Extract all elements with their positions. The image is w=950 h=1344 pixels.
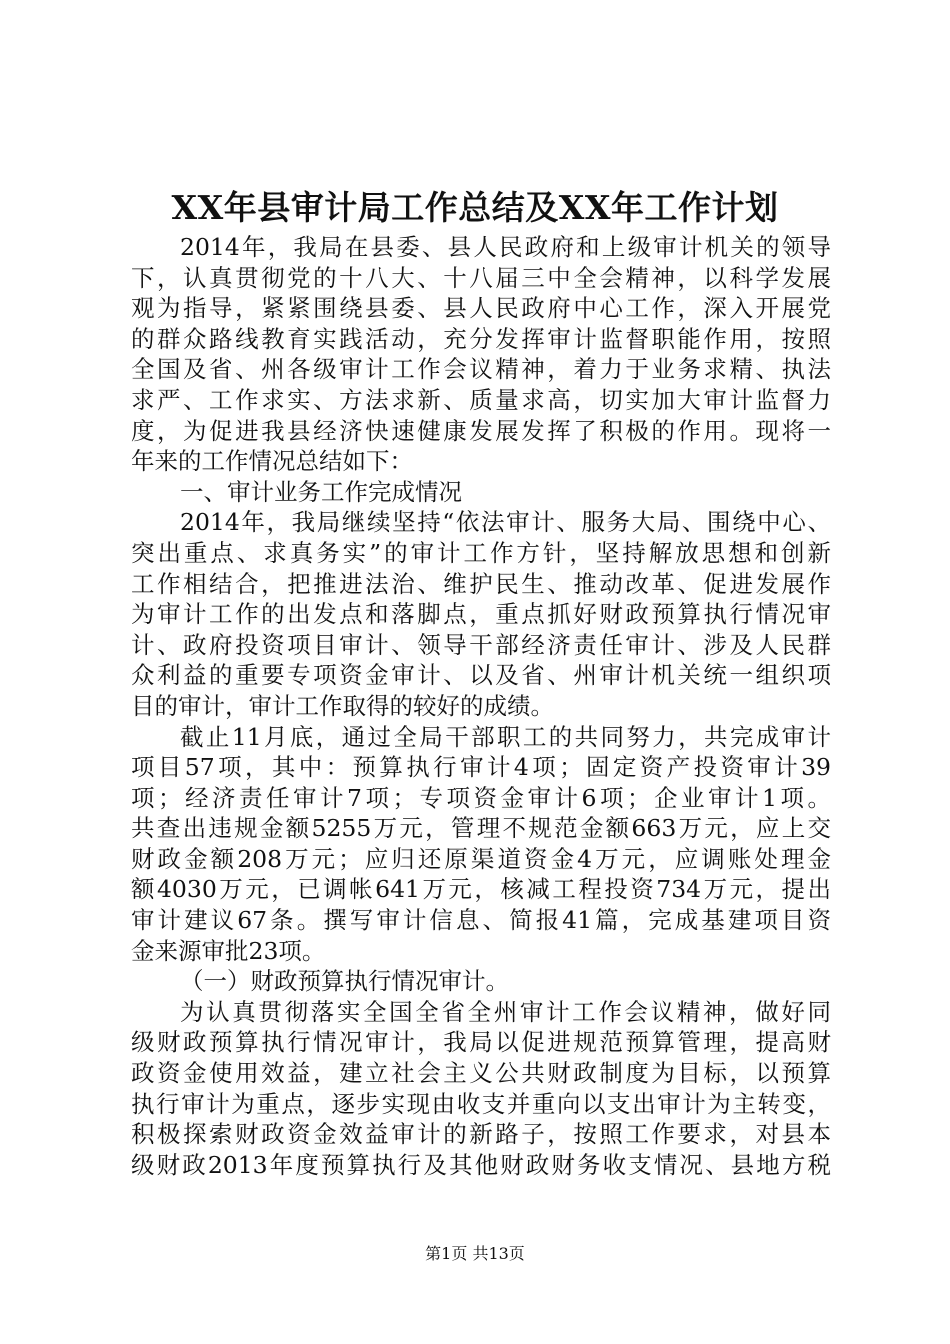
body-line: 审计建议67条。撰写审计信息、简报41篇，完成基建项目资	[131, 906, 831, 935]
body-line: 的群众路线教育实践活动，充分发挥审计监督职能作用，按照	[131, 324, 831, 353]
document-title: XX年县审计局工作总结及XX年工作计划	[171, 188, 779, 227]
body-line: 为认真贯彻落实全国全省全州审计工作会议精神，做好同	[180, 997, 831, 1026]
body-line: 年来的工作情况总结如下：	[131, 447, 413, 476]
body-line: 截止11月底，通过全局干部职工的共同努力，共完成审计	[180, 722, 831, 751]
body-line: 级财政预算执行情况审计，我局以促进规范预算管理，提高财	[131, 1028, 831, 1057]
body-line: 下，认真贯彻党的十八大、十八届三中全会精神，以科学发展	[131, 263, 831, 292]
body-line: 共查出违规金额5255万元，管理不规范金额663万元，应上交	[131, 814, 831, 843]
body-line: 政资金使用效益，建立社会主义公共财政制度为目标，以预算	[131, 1059, 831, 1088]
body-line: 2014年，我局继续坚持“依法审计、服务大局、围绕中心、	[180, 508, 831, 537]
body-line: 财政金额208万元；应归还原渠道资金4万元，应调账处理金	[131, 844, 831, 873]
body-line: 观为指导，紧紧围绕县委、县人民政府中心工作，深入开展党	[131, 294, 831, 323]
body-line: 目的审计，审计工作取得的较好的成绩。	[131, 691, 554, 720]
body-line: 额4030万元，已调帐641万元，核减工程投资734万元，提出	[131, 875, 831, 904]
body-line: 执行审计为重点，逐步实现由收支并重向以支出审计为主转变，	[131, 1089, 831, 1118]
body-line: 突出重点、求真务实”的审计工作方针，坚持解放思想和创新	[131, 538, 831, 567]
body-line: 积极探索财政资金效益审计的新路子，按照工作要求，对县本	[131, 1120, 831, 1149]
body-line: 级财政2013年度预算执行及其他财政财务收支情况、县地方税	[131, 1150, 831, 1179]
body-line: 为审计工作的出发点和落脚点，重点抓好财政预算执行情况审	[131, 600, 831, 629]
body-line: 众利益的重要专项资金审计、以及省、州审计机关统一组织项	[131, 661, 831, 690]
body-line: 全国及省、州各级审计工作会议精神，着力于业务求精、执法	[131, 355, 831, 384]
body-line: 工作相结合，把推进法治、维护民生、推动改革、促进发展作	[131, 569, 831, 598]
subsection-heading: （一）财政预算执行情况审计。	[180, 967, 509, 996]
body-line: 计、政府投资项目审计、领导干部经济责任审计、涉及人民群	[131, 630, 831, 659]
body-line: 2014年，我局在县委、县人民政府和上级审计机关的领导	[180, 233, 831, 261]
body-line: 求严、工作求实、方法求新、质量求高，切实加大审计监督力	[131, 385, 831, 414]
body-line: 项目57项，其中：预算执行审计4项；固定资产投资审计39	[131, 753, 831, 782]
body-line: 度，为促进我县经济快速健康发展发挥了积极的作用。现将一	[131, 416, 831, 445]
document-body	[131, 232, 831, 1180]
body-line: 金来源审批23项。	[131, 936, 326, 965]
body-line: 项；经济责任审计7项；专项资金审计6项；企业审计1项。	[131, 783, 831, 812]
page-footer: 第1页 共13页	[425, 1244, 525, 1263]
section-heading: 一、审计业务工作完成情况	[180, 477, 462, 506]
